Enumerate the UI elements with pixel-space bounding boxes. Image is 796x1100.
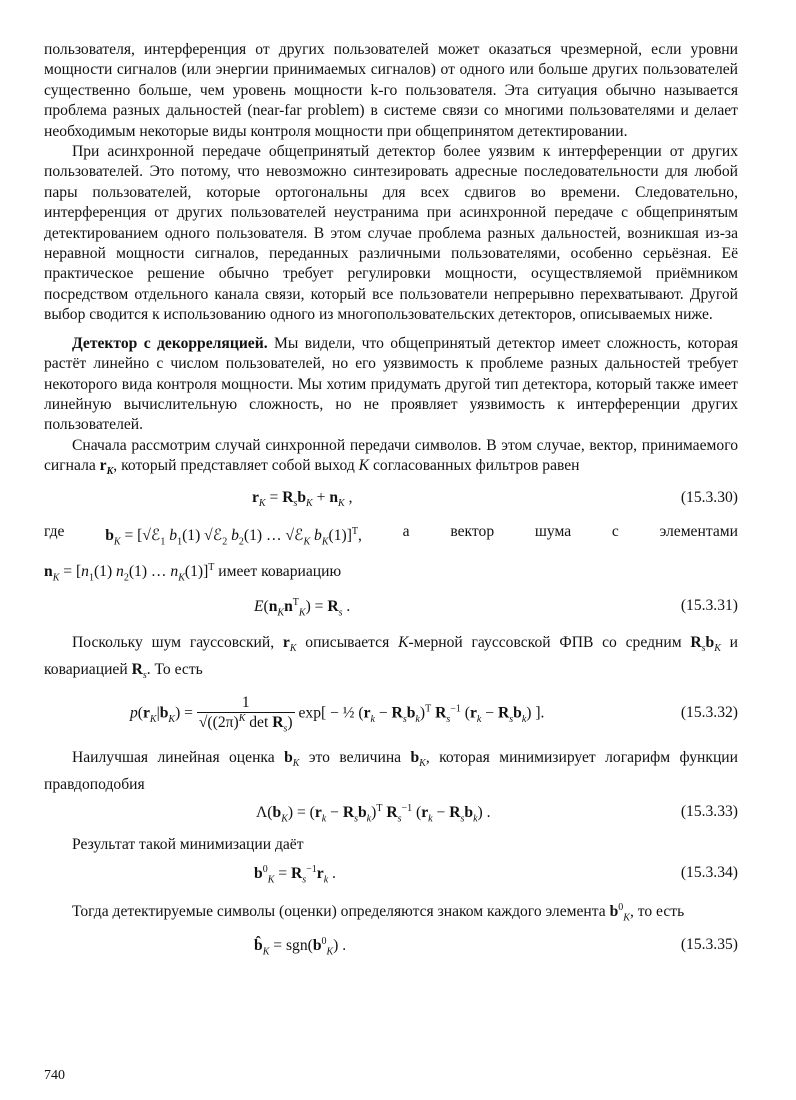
equation-15-3-34: $b^0_K = R_s^{-1}r_k$ . (15.3.34)	[254, 863, 738, 885]
paragraph-8: Тогда детектируемые символы (оценки) определяются знаком каждого элемента $b^0_K$, то есть	[72, 901, 685, 923]
equation-15-3-30: $r_K = R_sb_K + n_K$ , (15.3.30)	[252, 488, 738, 509]
equation-15-3-31: $E(n_Kn^T_K) = R_s$ . (15.3.31)	[254, 597, 738, 619]
section-heading: Детектор с декорреляцией.	[72, 334, 268, 352]
equation-15-3-32: $p(r_K|b_K)$ = $\frac{1}{√((2\pi)^K \det R_s)}$ exp[ − ½ $(r_k - R_sb_k)^T$ $R_s^{-1}$ $(r_k - R_sb_k)$ ]. (15.3.32)	[130, 694, 738, 735]
paragraph-5: Поскольку шум гауссовский, $r_K$ описывается K-мерной гауссовской ФПВ со средним $R_sb_K$ и ковариацией $R_s$. То есть	[44, 634, 738, 681]
symbol-rK: $r_K$	[99, 457, 114, 478]
equation-number: (15.3.34)	[680, 863, 738, 881]
equation-number: (15.3.31)	[680, 597, 738, 615]
paragraph-1: пользователя, интерференция от других пользователей может оказаться чрезмерной, если уровни мощности сигналов (или энергии принимаемых сигналов) от одного или больше других пользователей существенно больше, чем уровень мощности k-го пользователя. Эта ситуация обычно называется проблема разных дальностей (near-far problem) в системе связи со многими пользователями и делает необходимым некоторые виды контроля мощности при общепринятом детектировании.	[44, 41, 738, 140]
paragraph-7: Результат такой минимизации даёт	[72, 836, 304, 854]
vector-bK-def: $b_K$ = [√ℰ$_1$ $b_1(1)$ √ℰ$_2$ $b_2(1)$ … √ℰ$_K$ $b_K(1)]^T$,	[105, 525, 362, 547]
paragraph-3-text: Мы видели, что общепринятый детектор имеет сложность, которая растёт линейно с числом пользователей, но его уязвимость к проблеме разных дальностей требует некоторого вида контроля мощности. Мы хотим придумать другой тип детектора, который также имеет линейную вычислительную сложность, но не проявляет уязвимость к интерференции других пользователей.	[44, 334, 738, 434]
paragraph-2: При асинхронной передаче общепринятый детектор более уязвим к интерференции от других пользователей. Это потому, что невозможно синтезировать адресные последовательности для любой пары пользователей, которые ортогональны для всех сдвигов во времени. Следовательно, интерференция от других пользователей неустранима при асинхронной передаче с общепринятым детектированием одного пользователя. В этом случае проблема разных дальностей, возникшая из-за неравной мощности сигналов, переданных различными пользователями, особенно серьёзная. Её практическое решение обычно требует регулировки мощности, осуществляемой приёмником посредством отдельного канала связи, который все пользователи непрерывно перехватывают. Другой выбор сводится к использованию одного из многопользовательских детекторов, описываемых ниже.	[44, 143, 738, 324]
equation-15-3-35: $b̂_K = sgn(b^0_K)$ . (15.3.35)	[254, 936, 738, 958]
page-number: 740	[44, 1068, 65, 1083]
equation-number: (15.3.30)	[680, 488, 738, 506]
noise-vector-line: $n_K = [n_1(1)$ $n_2(1)$ … $n_K(1)]^T$ имеет ковариацию	[44, 561, 342, 584]
equation-number: (15.3.33)	[680, 803, 738, 821]
equation-15-3-33: $\Lambda(b_K) = (r_k - R_sb_k)^T$ $R_s^{-1}$ $(r_k - R_sb_k)$ . (15.3.33)	[256, 803, 738, 825]
where-line: где $b_K$ = [√ℰ$_1$ $b_1(1)$ √ℰ$_2$ $b_2(1)$ … √ℰ$_K$ $b_K(1)]^T$, а вектор шума с элементами	[44, 519, 738, 555]
paragraph-3	[44, 334, 738, 436]
equation-number: (15.3.35)	[680, 936, 738, 954]
paragraph-4: Сначала рассмотрим случай синхронной передачи символов. В этом случае, вектор, принимаемого сигнала $r_K$, который представляет собой выход K согласованных фильтров равен	[44, 436, 738, 478]
paragraph-6: Наилучшая линейная оценка $b_K$ это величина $b_K$, которая минимизирует логарифм функции правдоподобия	[44, 749, 738, 793]
page-body	[44, 40, 738, 960]
equation-number: (15.3.32)	[680, 704, 738, 722]
